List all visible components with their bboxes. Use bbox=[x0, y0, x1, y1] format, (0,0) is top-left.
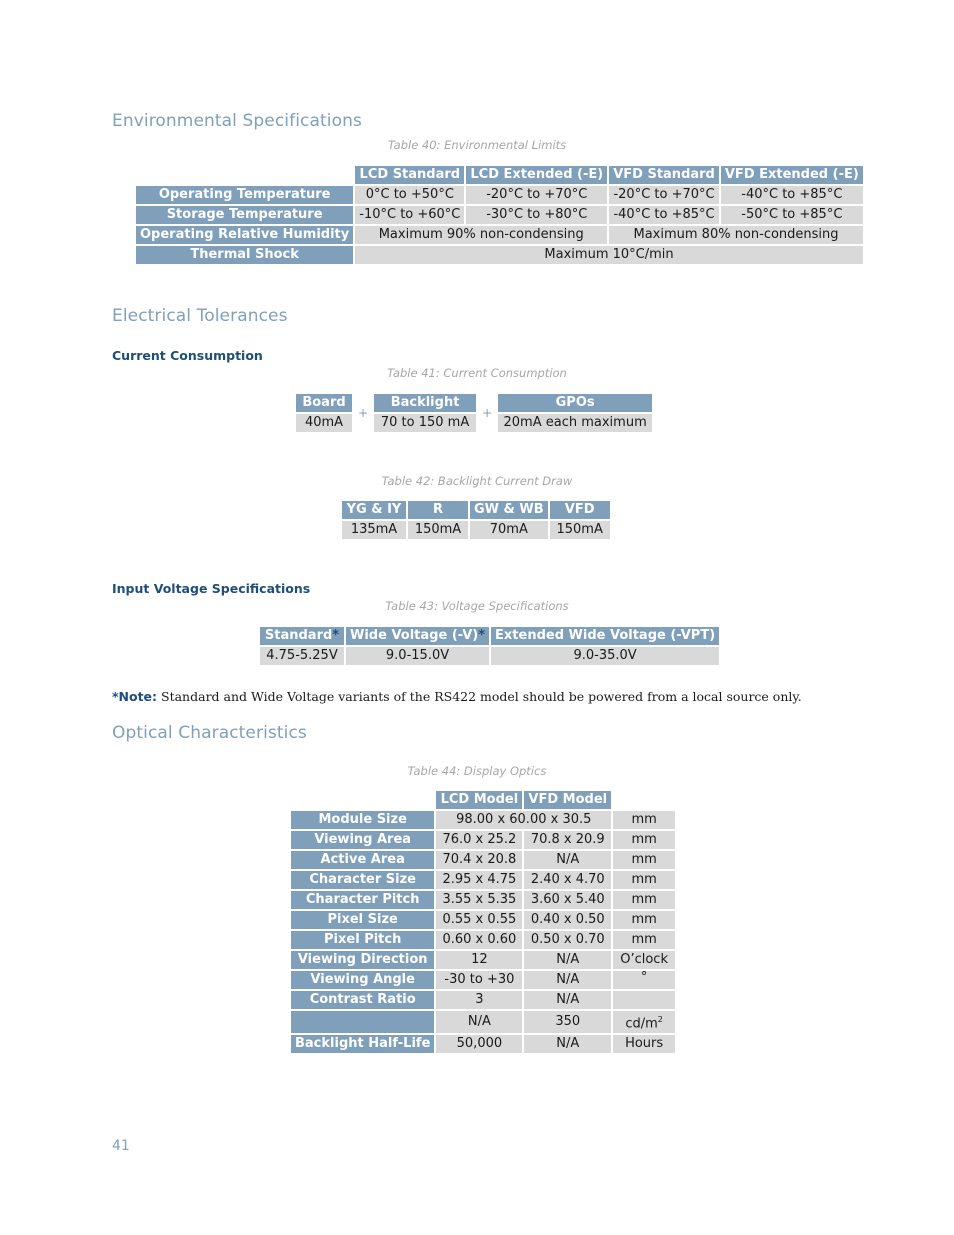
environmental-table bbox=[134, 164, 865, 266]
unit-cell bbox=[612, 1010, 676, 1034]
row-header: Viewing Area bbox=[290, 830, 435, 850]
page-number: 41 bbox=[112, 1138, 130, 1154]
table-cell: 70 to 150 mA bbox=[373, 413, 477, 433]
column-header: Backlight bbox=[373, 393, 477, 413]
plus-sign: + bbox=[477, 393, 497, 433]
unit-header bbox=[612, 790, 676, 810]
unit-superscript: 2 bbox=[657, 1015, 663, 1024]
row-header: Operating Relative Humidity bbox=[135, 225, 354, 245]
table-cell: 70.4 x 20.8 bbox=[435, 850, 523, 870]
table-cell: Maximum 10°C/min bbox=[354, 245, 864, 265]
footnote-star: * bbox=[478, 628, 486, 643]
table-caption: Table 43: Voltage Specifications bbox=[385, 599, 569, 613]
column-header: GW & WB bbox=[469, 500, 549, 520]
section-heading-environmental: Environmental Specifications bbox=[112, 111, 362, 131]
subheading-current-consumption: Current Consumption bbox=[112, 348, 263, 363]
column-header: R bbox=[407, 500, 469, 520]
table-caption: Table 40: Environmental Limits bbox=[387, 138, 567, 152]
unit-cell: mm bbox=[612, 830, 676, 850]
table-cell: 2.40 x 4.70 bbox=[523, 870, 612, 890]
table-cell: 70mA bbox=[469, 520, 549, 540]
row-header: Backlight Half-Life bbox=[290, 1034, 435, 1054]
table-cell: 9.0-35.0V bbox=[490, 646, 720, 666]
footnote-text: Standard and Wide Voltage variants of the RS422 model should be powered from a local source only. bbox=[157, 689, 802, 704]
row-header: Viewing Direction bbox=[290, 950, 435, 970]
table-cell: N/A bbox=[523, 970, 612, 990]
table-cell: 20mA each maximum bbox=[497, 413, 653, 433]
corner-cell bbox=[290, 790, 435, 810]
column-header: YG & IY bbox=[341, 500, 407, 520]
table-cell: 70.8 x 20.9 bbox=[523, 830, 612, 850]
table-cell: -20°C to +70°C bbox=[465, 185, 608, 205]
footnote-label: *Note: bbox=[112, 689, 158, 704]
table-caption: Table 44: Display Optics bbox=[407, 764, 547, 778]
row-header: Module Size bbox=[290, 810, 435, 830]
column-header: LCD Extended (-E) bbox=[465, 165, 608, 185]
table-cell: N/A bbox=[435, 1010, 523, 1034]
unit-cell: O’clock bbox=[612, 950, 676, 970]
voltage-table bbox=[258, 625, 721, 667]
table-cell: 98.00 x 60.00 x 30.5 bbox=[435, 810, 612, 830]
table-cell: N/A bbox=[523, 990, 612, 1010]
unit-cell: mm bbox=[612, 910, 676, 930]
table-cell: 2.95 x 4.75 bbox=[435, 870, 523, 890]
table-cell: 135mA bbox=[341, 520, 407, 540]
table-cell: 9.0-15.0V bbox=[345, 646, 490, 666]
table-cell: 150mA bbox=[407, 520, 469, 540]
table-cell: 4.75-5.25V bbox=[259, 646, 345, 666]
backlight-current-table bbox=[340, 499, 612, 541]
table-cell: 150mA bbox=[549, 520, 611, 540]
table-cell: 40mA bbox=[295, 413, 353, 433]
table-cell: -20°C to +70°C bbox=[608, 185, 720, 205]
corner-cell bbox=[135, 165, 354, 185]
table-cell: 3.55 x 5.35 bbox=[435, 890, 523, 910]
row-header bbox=[290, 1010, 435, 1034]
column-header bbox=[259, 626, 345, 646]
table-cell: 0.50 x 0.70 bbox=[523, 930, 612, 950]
row-header: Pixel Size bbox=[290, 910, 435, 930]
table-cell: 76.0 x 25.2 bbox=[435, 830, 523, 850]
column-header: LCD Standard bbox=[354, 165, 465, 185]
table-cell: N/A bbox=[523, 950, 612, 970]
column-header: Extended Wide Voltage (-VPT) bbox=[490, 626, 720, 646]
header-text: Standard bbox=[264, 628, 333, 643]
row-header: Storage Temperature bbox=[135, 205, 354, 225]
table-caption: Table 42: Backlight Current Draw bbox=[381, 474, 573, 488]
header-text: Wide Voltage (-V) bbox=[350, 628, 479, 643]
footnote bbox=[112, 689, 802, 704]
unit-cell: mm bbox=[612, 850, 676, 870]
table-cell: 3.60 x 5.40 bbox=[523, 890, 612, 910]
table-cell: N/A bbox=[523, 850, 612, 870]
row-header: Active Area bbox=[290, 850, 435, 870]
table-cell: N/A bbox=[523, 1034, 612, 1054]
row-header: Thermal Shock bbox=[135, 245, 354, 265]
table-cell: 0.60 x 0.60 bbox=[435, 930, 523, 950]
table-cell: 50,000 bbox=[435, 1034, 523, 1054]
table-cell: 0.55 x 0.55 bbox=[435, 910, 523, 930]
row-header: Character Pitch bbox=[290, 890, 435, 910]
footnote-star: * bbox=[332, 628, 340, 643]
row-header: Contrast Ratio bbox=[290, 990, 435, 1010]
table-cell: -10°C to +60°C bbox=[354, 205, 465, 225]
table-cell: -30 to +30 bbox=[435, 970, 523, 990]
table-cell: -40°C to +85°C bbox=[720, 185, 864, 205]
unit-cell: Hours bbox=[612, 1034, 676, 1054]
row-header: Pixel Pitch bbox=[290, 930, 435, 950]
row-header: Operating Temperature bbox=[135, 185, 354, 205]
section-heading-optical: Optical Characteristics bbox=[112, 723, 307, 743]
unit-text: cd/m bbox=[625, 1016, 658, 1032]
table-cell: -40°C to +85°C bbox=[608, 205, 720, 225]
table-cell: -30°C to +80°C bbox=[465, 205, 608, 225]
unit-cell: mm bbox=[612, 870, 676, 890]
table-cell: 3 bbox=[435, 990, 523, 1010]
column-header: Board bbox=[295, 393, 353, 413]
column-header: VFD Standard bbox=[608, 165, 720, 185]
table-cell: Maximum 90% non-condensing bbox=[354, 225, 608, 245]
unit-cell: ° bbox=[612, 970, 676, 990]
unit-cell: mm bbox=[612, 930, 676, 950]
table-cell: 350 bbox=[523, 1010, 612, 1034]
current-consumption-table bbox=[294, 392, 654, 434]
table-cell: -50°C to +85°C bbox=[720, 205, 864, 225]
table-cell: 0°C to +50°C bbox=[354, 185, 465, 205]
table-cell: Maximum 80% non-condensing bbox=[608, 225, 864, 245]
plus-sign: + bbox=[353, 393, 373, 433]
column-header bbox=[345, 626, 490, 646]
unit-cell: mm bbox=[612, 810, 676, 830]
section-heading-electrical: Electrical Tolerances bbox=[112, 306, 288, 326]
table-cell: 0.40 x 0.50 bbox=[523, 910, 612, 930]
column-header: GPOs bbox=[497, 393, 653, 413]
display-optics-table bbox=[289, 789, 677, 1055]
column-header: LCD Model bbox=[435, 790, 523, 810]
table-caption: Table 41: Current Consumption bbox=[387, 366, 567, 380]
column-header: VFD Model bbox=[523, 790, 612, 810]
row-header: Viewing Angle bbox=[290, 970, 435, 990]
unit-cell bbox=[612, 990, 676, 1010]
unit-cell: mm bbox=[612, 890, 676, 910]
column-header: VFD bbox=[549, 500, 611, 520]
subheading-input-voltage: Input Voltage Specifications bbox=[112, 581, 311, 596]
row-header: Character Size bbox=[290, 870, 435, 890]
table-cell: 12 bbox=[435, 950, 523, 970]
column-header: VFD Extended (-E) bbox=[720, 165, 864, 185]
